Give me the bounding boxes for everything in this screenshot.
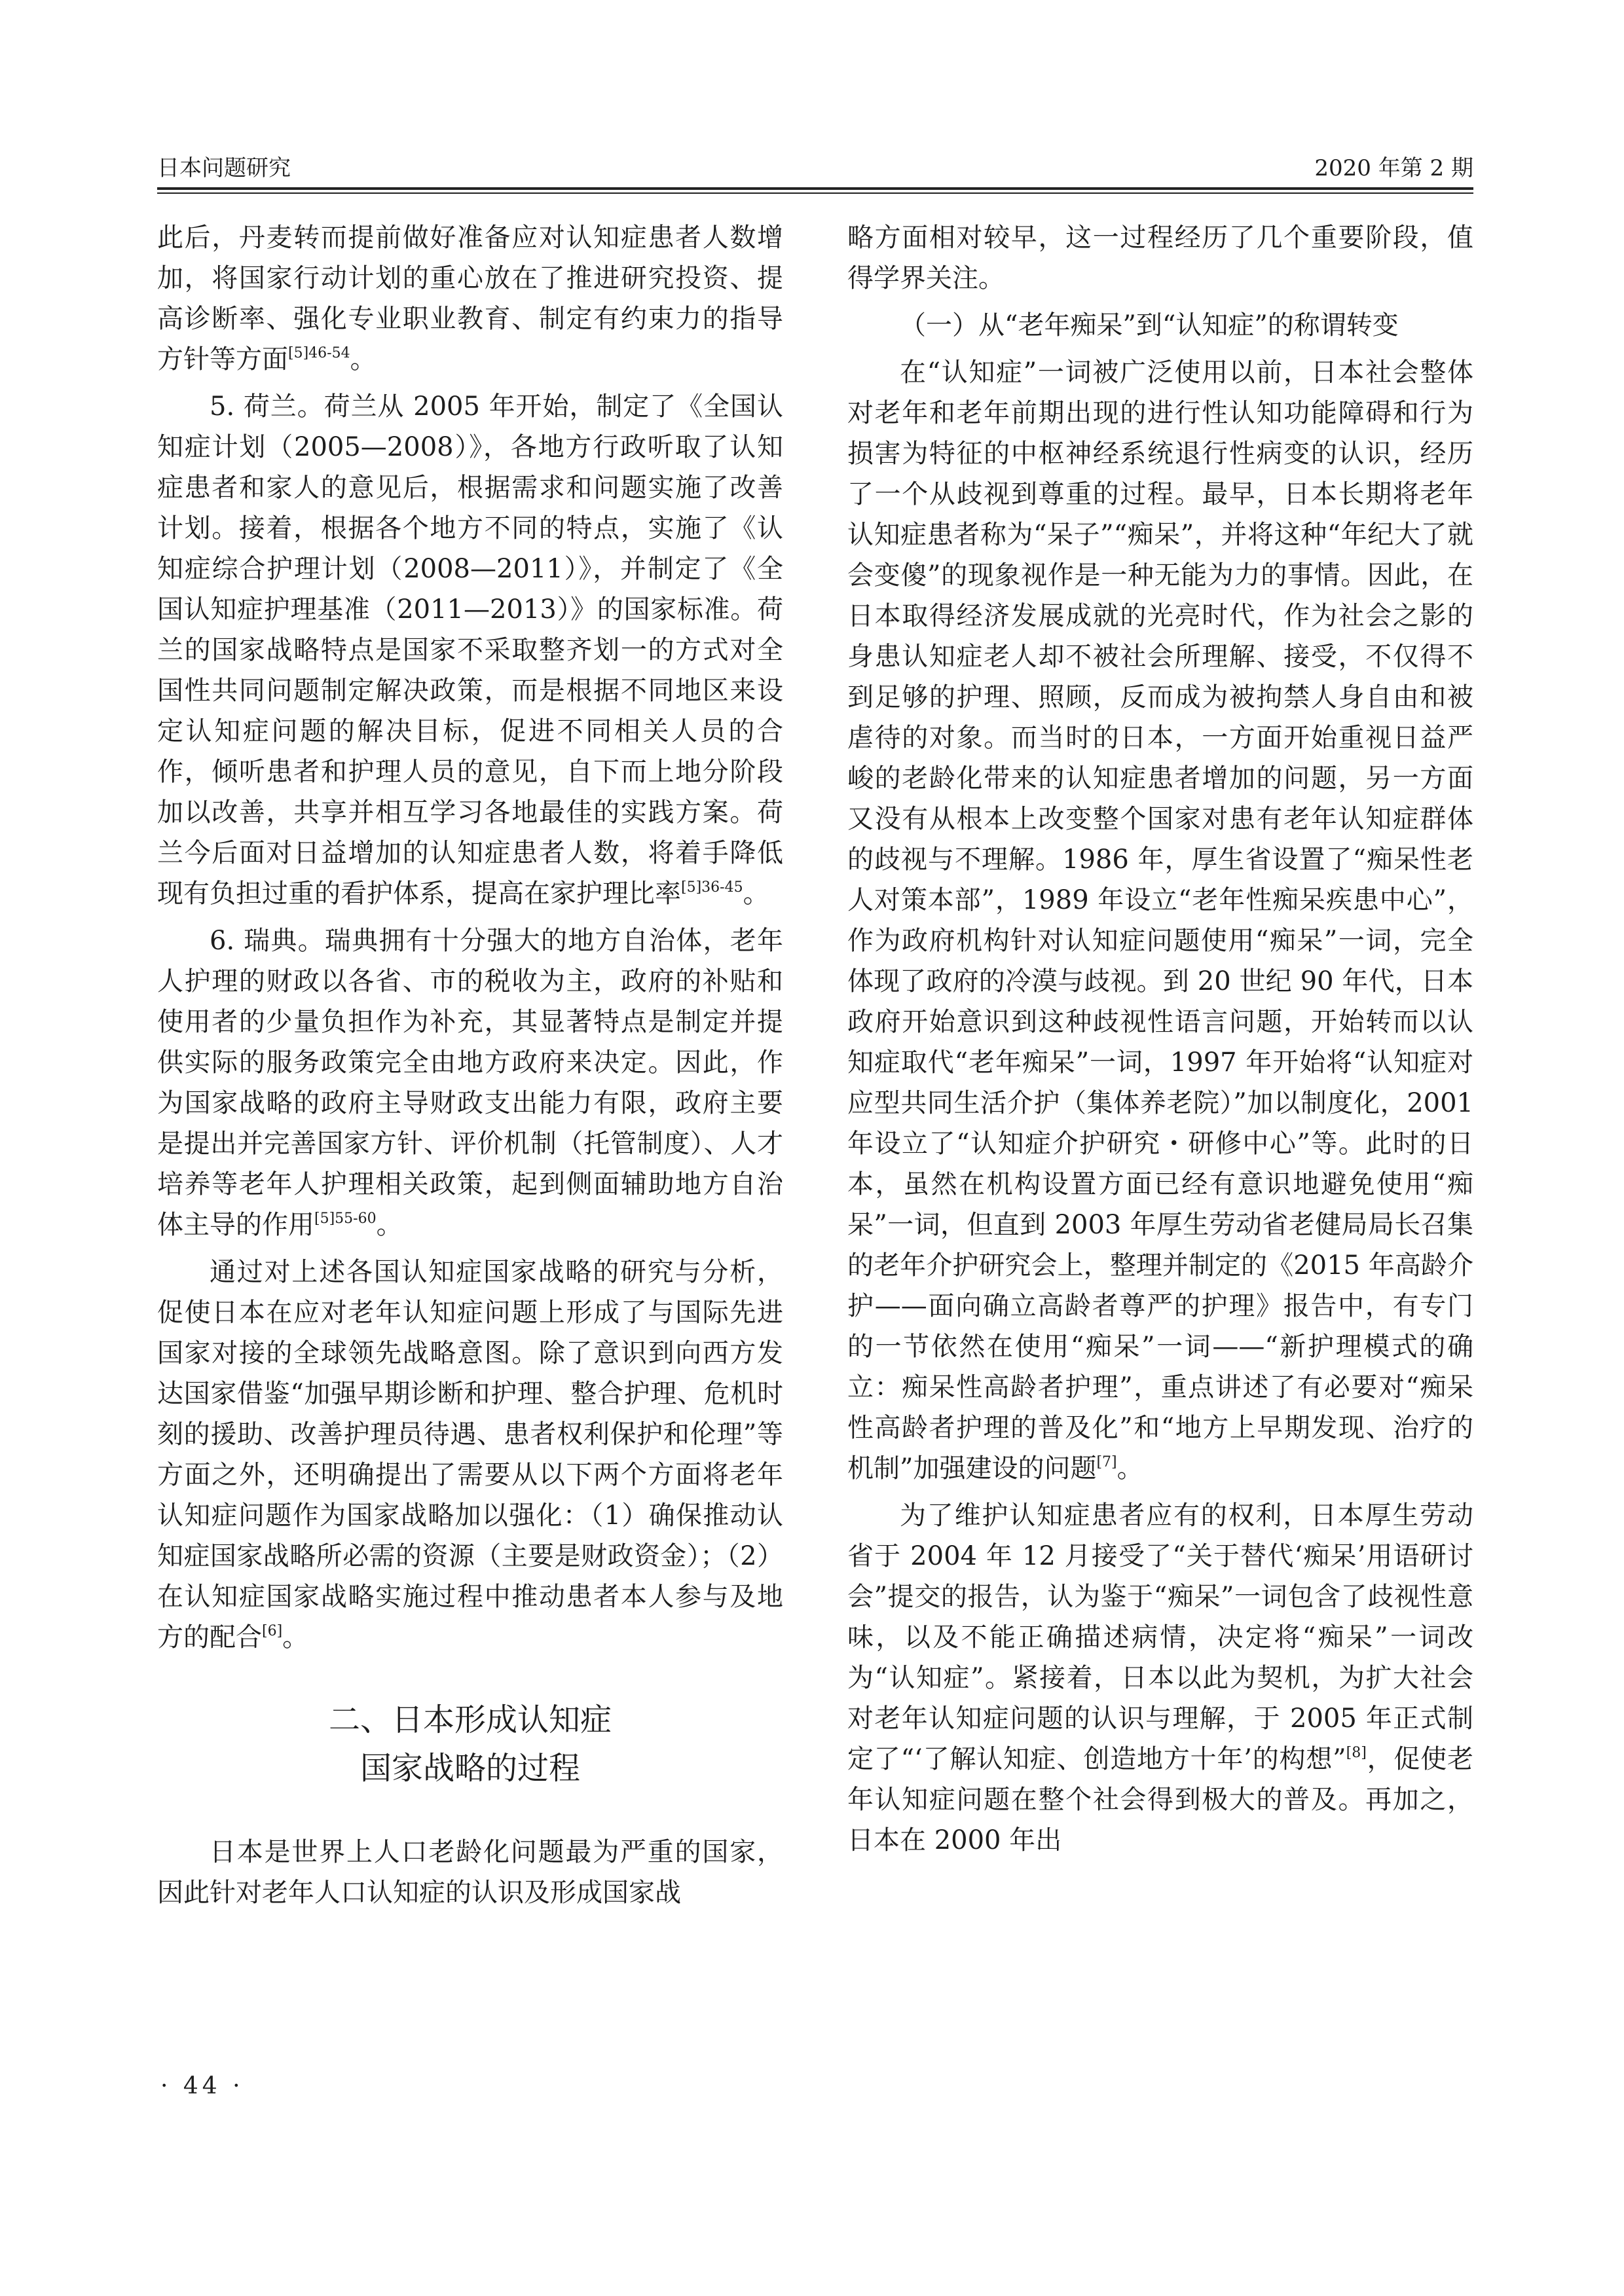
citation: [6]	[262, 1623, 283, 1639]
header-rule-thin	[157, 192, 1473, 194]
citation: [8]	[1346, 1745, 1367, 1761]
citation: [5]55-60	[314, 1211, 377, 1227]
section-title-line: 二、日本形成认知症	[328, 1702, 612, 1738]
running-header	[157, 152, 1473, 185]
left-column	[157, 217, 783, 1913]
header-rule-thick	[157, 187, 1473, 190]
paragraph: 日本是世界上人口老龄化问题最为严重的国家，因此针对老年人口认知症的认识及形成国家战	[157, 1837, 783, 1908]
paragraph: 此后，丹麦转而提前做好准备应对认知症患者人数增加，将国家行动计划的重心放在了推进研究投资、提高诊断率、强化专业职业教育、制定有约束力的指导方针等方面$^{[5]46-54}$。	[157, 223, 783, 374]
subsection-heading: （一）从“老年痴呆”到“认知症”的称谓转变	[900, 310, 1399, 340]
citation: [5]46-54	[288, 345, 350, 361]
right-column	[847, 217, 1473, 1861]
page-number: · 44 ·	[160, 2073, 244, 2100]
paragraph: 在“认知症”一词被广泛使用以前，日本社会整体对老年和老年前期出现的进行性认知功能障碍和行为损害为特征的中枢神经系统退行性病变的认识，经历了一个从歧视到尊重的过程。最早，日本长期将老年认知症患者称为“呆子”“痴呆”，并将这种“年纪大了就会变傻”的现象视作是一种无能为力的事情。因此，在日本取得经济发展成就的光亮时代，作为社会之影的身患认知症老人却不被社会所理解、接受，不仅得不到足够的护理、照顾，反而成为被拘禁人身自由和被虐待的对象。而当时的日本，一方面开始重视日益严峻的老龄化带来的认知症患者增加的问题，另一方面又没有从根本上改变整个国家对患有老年认知症群体的歧视与不理解。1986 年，厚生省设置了“痴呆性老人对策本部”，1989 年设立“老年性痴呆疾患中心”，作为政府机构针对认知症问题使用“痴呆”一词，完全体现了政府的冷漠与歧视。到 20 世纪 90 年代，日本政府开始意识到这种歧视性语言问题，开始转而以认知症取代“老年痴呆”一词，1997 年开始将“认知症对应型共同生活介护（集体养老院）”加以制度化，2001 年设立了“认知症介护研究・研修中心”等。此时的日本，虽然在机构设置方面已经有意识地避免使用“痴呆”一词，但直到 2003 年厚生劳动省老健局局长召集的老年介护研究会上，整理并制定的《2015 年高龄介护——面向确立高龄者尊严的护理》报告中，有专门的一节依然在使用“痴呆”一词——“新护理模式的确立：痴呆性高龄者护理”，重点讲述了有必要对“痴呆性高龄者护理的普及化”和“地方上早期发现、治疗的机制”加强建设的问题[7]。	[847, 357, 1473, 1484]
section-heading	[157, 1696, 783, 1793]
paragraph: 通过对上述各国认知症国家战略的研究与分析，促使日本在应对老年认知症问题上形成了与国际先进国家对接的全球领先战略意图。除了意识到向西方发达国家借鉴“加强早期诊断和护理、整合护理、危机时刻的援助、改善护理员待遇、患者权利保护和伦理”等方面之外，还明确提出了需要从以下两个方面将老年认知症问题作为国家战略加以强化：（1）确保推动认知症国家战略所必需的资源（主要是财政资金）；（2）在认知症国家战略实施过程中推动患者本人参与及地方的配合[6]。	[157, 1257, 783, 1652]
citation: [7]	[1096, 1454, 1117, 1470]
paragraph: 略方面相对较早，这一过程经历了几个重要阶段，值得学界关注。	[847, 223, 1473, 293]
section-title-line: 国家战略的过程	[360, 1750, 580, 1787]
paragraph: 为了维护认知症患者应有的权利，日本厚生劳动省于 2004 年 12 月接受了“关于替代‘痴呆’用语研讨会”提交的报告，认为鉴于“痴呆”一词包含了歧视性意味，以及不能正确描述病情，决定将“痴呆”一词改为“认知症”。紧接着，日本以此为契机，为扩大社会对老年认知症问题的认识与理解，于 2005 年正式制定了“‘了解认知症、创造地方十年’的构想”[8]，促使老年认知症问题在整个社会得到极大的普及。再加之，日本在 2000 年出	[847, 1501, 1474, 1855]
paragraph: 5. 荷兰。荷兰从 2005 年开始，制定了《全国认知症计划（2005—2008）》，各地方行政听取了认知症患者和家人的意见后，根据需求和问题实施了改善计划。接着，根据各个地方不同的特点，实施了《认知症综合护理计划（2008—2011）》，并制定了《全国认知症护理基准（2011—2013）》的国家标准。荷兰的国家战略特点是国家不采取整齐划一的方式对全国性共同问题制定解决政策，而是根据不同地区来设定认知症问题的解决目标，促进不同相关人员的合作，倾听患者和护理人员的意见，自下而上地分阶段加以改善，共享并相互学习各地最佳的实践方案。荷兰今后面对日益增加的认知症患者人数，将着手降低现有负担过重的看护体系，提高在家护理比率$^{[5]36-45}$。	[157, 392, 783, 909]
citation: [5]36-45	[681, 879, 743, 896]
paragraph: 6. 瑞典。瑞典拥有十分强大的地方自治体，老年人护理的财政以各省、市的税收为主，政府的补贴和使用者的少量负担作为补充，其显著特点是制定并提供实际的服务政策完全由地方政府来决定。因此，作为国家战略的政府主导财政支出能力有限，政府主要是提出并完善国家方针、评价机制（托管制度）、人才培养等老年人护理相关政策，起到侧面辅助地方自治体主导的作用$^{[5]55-60}$。	[157, 926, 783, 1240]
journal-name: 日本问题研究	[157, 155, 291, 181]
issue-label: 2020 年第 2 期	[1314, 155, 1473, 181]
